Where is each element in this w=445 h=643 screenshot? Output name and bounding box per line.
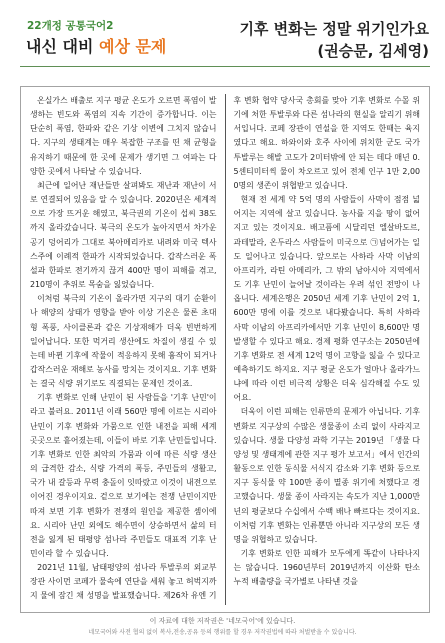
passage-paragraph: 최근에 일어난 재난들만 살펴봐도 재난과 재난이 서로 연결되어 있음을 알 수 있습니다. 2020년은 세계적으로 가장 뜨거운 해였고, 북극권의 기온이 섭씨 38도까지 올라갔습니다. 북극의 온도가 높아지면서 차가운 공기 덩어리가 그대로 북아메리카로 내려와 미국 텍사스주에 이례적 한파가 시작되었습니다. 갑작스러운 폭설과 한파로 전기까지 끊겨 400만 명이 피해를 겪고, 210명이 추위로 목숨을 잃었습니다.	[30, 180, 217, 290]
exam-type-highlight: 예상 문제	[98, 37, 167, 56]
passage-paragraph: 온실가스 배출로 지구 평균 온도가 오르면 폭염이 발생하는 빈도와 폭염의 지속 기간이 증가합니다. 이는 단순히 폭염, 한파와 같은 기상 이변에 그치지 않습니다. 지구의 생태계는 매우 복잡한 구조를 띤 채 균형을 유지하기 때문에 한 곳에 문제가 생기면 그 여파는 다양한 곳에서 나타날 수 있습니다.	[30, 96, 217, 176]
passage-paragraph: 2021년 11월, 남태평양의 섬나라 투발루의 외교부 장관 사이먼 코페가 물속에 연단을 세워 놓고 허벅지까지 물에 잠긴 채 성명을 발표했습니다. 제26차 유엔 기후 변화 협약 당사국 총회를 맞아 기후 변화로 수몰 위기에 처한 투발루와 다른 섬나라의 현실을 알리기 위해서입니다. 코페 장관이 연설을 한 지역도 한때는 육지였다고 해요. 하와이와 호주 사이에 위치한 군도 국가 투발루는 해발 고도가 2미터밖에 안 되는 데다 매년 0.5센티미터씩 물이 차오르고 있어 전체 인구 1만 2,000명의 생존이 위협받고 있습니다.	[30, 96, 420, 601]
exam-type-heading	[26, 39, 166, 55]
header-divider	[20, 66, 430, 67]
passage-paragraph: 현재 전 세계 약 5억 명의 사람들이 사막이 점점 넓어지는 지역에 살고 있습니다. 농사를 지을 땅이 없어지고 있는 것이지요. 배고픔에 시달리던 엘살바도르, 과테말라, 온두라스 사람들이 미국으로 ㉠넘어가는 일도 일어나고 있습니다. 앞으로는 사하라 사막 이남의 아프리카, 라틴 아메리카, 그 밖의 남아시아 지역에서도 기후 난민이 늘어날 것이라는 우려 섞인 전망이 나옵니다. 세계은행은 2050년 세계 기후 난민이 2억 1,600만 명에 이를 것으로 내다봤습니다. 특히 사하라 사막 이남의 아프리카에서만 기후 난민이 8,600만 명 발생할 수 있다고 해요. 경제 평화 연구소는 2050년에 기후 변화로 전 세계 12억 명이 고향을 잃을 수 있다고 예측하기도 하지요. 지구 평균 온도가 얼마나 올라가느냐에 따라 이런 비극적 상황은 더욱 심각해질 수도 있어요.	[233, 195, 420, 403]
passage-columns	[30, 94, 420, 605]
passage-box	[20, 86, 430, 613]
course-label: 22개정 공통국어2	[27, 20, 114, 32]
copyright-warning: 네모국어와 사전 협의 없이 복사,전송,공유 등의 행위를 할 경우 저작권법에 따라 처벌받을 수 있습니다.	[88, 629, 357, 636]
passage-paragraph: 기후 변화로 인한 피해가 모두에게 똑같이 나타나지는 않습니다. 1960년부터 2019년까지 이산화 탄소 누적 배출량을 국가별로 나타낸 것을	[233, 549, 420, 587]
exam-type-prefix: 내신 대비	[26, 37, 94, 56]
passage-authors: (권승문, 김세영)	[317, 42, 429, 60]
copyright-notice: 이 자료에 대한 저작권은 '네모국어'에 있습니다.	[149, 617, 296, 625]
passage-paragraph: 더욱이 이런 피해는 인류만의 문제가 아닙니다. 기후 변화로 지구상의 수많은 생물종이 소리 없이 사라지고 있습니다. 생물 다양성 과학 기구는 2019년 「생물 다양성 및 생태계에 관한 지구 평가 보고서」에서 인간의 활동으로 인한 동식물 서식지 감소와 기후 변화 등으로 지구 동식물 약 100만 종이 멸종 위기에 처했다고 경고했습니다. 생물 종이 사라지는 속도가 지난 1,000만 년의 평균보다 수십에서 수백 배나 빠르다는 것이지요. 이처럼 기후 변화는 인류뿐만 아니라 지구상의 모든 생명을 위협하고 있습니다.	[233, 407, 420, 544]
passage-title: 기후 변화는 정말 위기인가요	[239, 20, 429, 38]
passage-paragraph: 이처럼 북극의 기온이 올라가면 지구의 대기 순환이나 해양의 상태가 영향을 받아 이상 기온은 물론 초대형 폭풍, 사이클론과 같은 기상재해가 더욱 빈번하게 일어납니다. 또한 먹거리 생산에도 차질이 생길 수 있는데 바뀐 기후에 작물이 적응하지 못해 흉작이 되거나 갑작스러운 재해로 농사를 망치는 것이지요. 기후 변화는 결국 식량 위기로도 직결되는 문제인 것이죠.	[30, 294, 217, 389]
passage-paragraph: 기후 변화로 인해 난민이 된 사람들을 '기후 난민'이라고 불러요. 2011년 이래 560만 명에 이르는 시리아 난민이 기후 변화와 가뭄으로 인한 내전을 피해 세계 곳곳으로 흩어졌는데, 이들이 바로 기후 난민들입니다. 기후 변화로 인한 최악의 가뭄과 이에 따른 식량 생산의 급격한 감소, 식량 가격의 폭등, 주민들의 생활고, 국가 내 갈등과 무력 충돌이 잇따랐고 이것이 내전으로 이어진 경우이지요. 겉으로 보기에는 전쟁 난민이지만 따져 보면 기후 변화가 전쟁의 원인을 제공한 셈이에요. 시리아 난민 외에도 해수면이 상승하면서 삶의 터전을 잃게 된 태평양 섬나라 주민들도 대표적 기후 난민이라 할 수 있습니다.	[30, 393, 217, 558]
